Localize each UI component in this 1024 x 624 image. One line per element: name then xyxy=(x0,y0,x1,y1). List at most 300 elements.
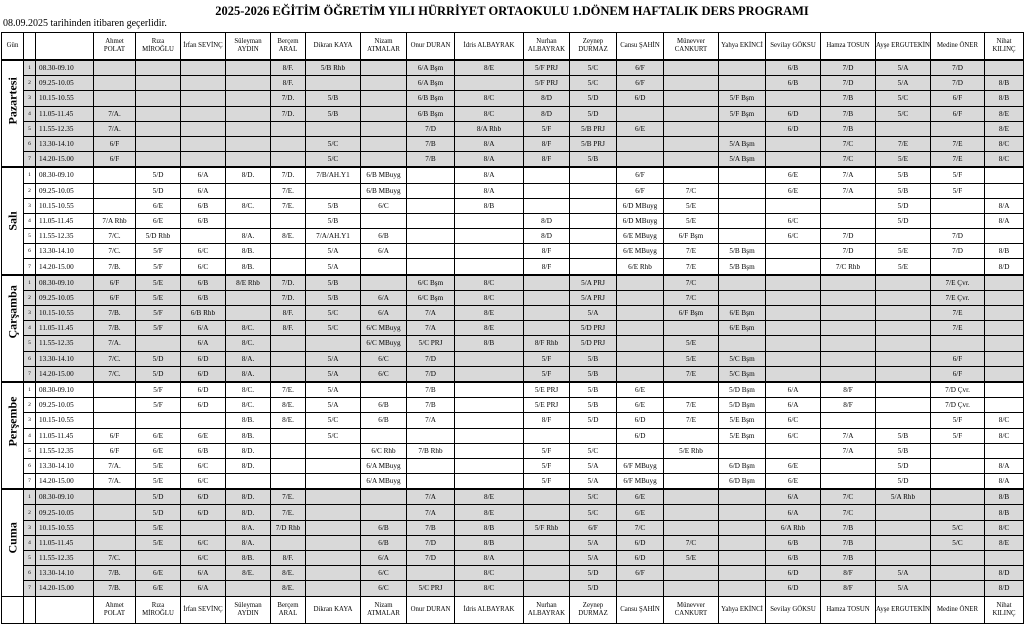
lesson-cell xyxy=(931,474,985,490)
lesson-cell xyxy=(524,183,570,198)
lesson-cell: 7/D xyxy=(821,76,876,91)
lesson-cell: 5/A xyxy=(306,382,361,398)
lesson-cell: 7/D xyxy=(931,244,985,259)
schedule-row xyxy=(2,244,1024,259)
lesson-cell: 6/D xyxy=(181,489,226,505)
lesson-cell: 7/C. xyxy=(94,244,136,259)
lesson-cell xyxy=(931,121,985,136)
lesson-cell xyxy=(931,198,985,213)
lesson-cell xyxy=(407,198,455,213)
lesson-cell: 5/E PRJ xyxy=(524,382,570,398)
lesson-cell: 5/A xyxy=(306,366,361,382)
schedule-row xyxy=(2,290,1024,305)
lesson-cell: 5/E xyxy=(664,198,719,213)
lesson-cell: 5/A Bşm xyxy=(719,152,766,168)
lesson-cell xyxy=(306,505,361,520)
lesson-cell xyxy=(361,213,407,228)
schedule-row xyxy=(2,198,1024,213)
lesson-cell xyxy=(407,474,455,490)
period-number: 1 xyxy=(24,489,36,505)
lesson-cell xyxy=(226,106,271,121)
header-period xyxy=(24,33,36,61)
lesson-cell: 6/E xyxy=(617,121,664,136)
lesson-cell xyxy=(524,428,570,443)
lesson-cell: 5/D xyxy=(570,106,617,121)
lesson-cell xyxy=(306,76,361,91)
lesson-cell: 7/D xyxy=(821,60,876,76)
lesson-cell xyxy=(719,290,766,305)
lesson-cell: 8/D. xyxy=(226,489,271,505)
lesson-cell: 8/F xyxy=(821,566,876,581)
lesson-cell xyxy=(94,183,136,198)
lesson-cell xyxy=(617,275,664,291)
lesson-cell: 5/D xyxy=(136,366,181,382)
lesson-cell xyxy=(306,489,361,505)
lesson-cell: 6/D Bşm xyxy=(719,474,766,490)
lesson-cell xyxy=(985,551,1024,566)
period-number: 3 xyxy=(24,91,36,106)
lesson-cell: 8/A. xyxy=(226,366,271,382)
lesson-cell: 6/A xyxy=(181,321,226,336)
lesson-cell xyxy=(361,152,407,168)
lesson-cell: 6/F xyxy=(931,351,985,366)
lesson-cell xyxy=(271,458,306,473)
lesson-cell: 6/E Bşm xyxy=(719,306,766,321)
teacher-header: Yahya EKİNCİ xyxy=(719,33,766,61)
header-row-top xyxy=(2,33,1024,61)
lesson-cell: 7/E. xyxy=(271,382,306,398)
lesson-cell: 6/C xyxy=(361,581,407,596)
lesson-cell: 7/B xyxy=(821,551,876,566)
lesson-cell: 8/E xyxy=(985,121,1024,136)
lesson-cell xyxy=(821,413,876,428)
lesson-cell: 7/C xyxy=(617,520,664,535)
time-cell: 13.30-14.10 xyxy=(36,244,94,259)
lesson-cell xyxy=(455,229,524,244)
lesson-cell: 7/D xyxy=(407,551,455,566)
lesson-cell xyxy=(181,121,226,136)
lesson-cell xyxy=(361,91,407,106)
lesson-cell: 5/E xyxy=(136,520,181,535)
lesson-cell: 6/B xyxy=(361,229,407,244)
lesson-cell: 8/C xyxy=(455,275,524,291)
schedule-row xyxy=(2,366,1024,382)
lesson-cell: 8/C xyxy=(985,520,1024,535)
lesson-cell: 8/D xyxy=(524,229,570,244)
lesson-cell: 8/C xyxy=(455,91,524,106)
lesson-cell: 8/B. xyxy=(226,428,271,443)
lesson-cell: 6/C xyxy=(181,244,226,259)
lesson-cell: 5/E xyxy=(136,275,181,291)
lesson-cell xyxy=(361,259,407,275)
lesson-cell xyxy=(94,413,136,428)
lesson-cell: 7/D. xyxy=(271,167,306,183)
lesson-cell xyxy=(766,152,821,168)
lesson-cell xyxy=(271,213,306,228)
lesson-cell: 8/F xyxy=(821,398,876,413)
lesson-cell: 8/C xyxy=(985,136,1024,151)
lesson-cell: 7/B xyxy=(407,520,455,535)
lesson-cell: 8/E. xyxy=(226,566,271,581)
lesson-cell xyxy=(455,244,524,259)
period-number: 4 xyxy=(24,213,36,228)
lesson-cell: 5/D Bşm xyxy=(719,382,766,398)
lesson-cell: 6/D xyxy=(766,581,821,596)
schedule-row xyxy=(2,229,1024,244)
lesson-cell xyxy=(455,443,524,458)
lesson-cell: 5/C Bşm xyxy=(719,366,766,382)
lesson-cell: 8/B xyxy=(985,244,1024,259)
lesson-cell: 5/C xyxy=(570,489,617,505)
teacher-header: Sevilay GÖKSU xyxy=(766,33,821,61)
lesson-cell: 5/F Rhb xyxy=(524,520,570,535)
lesson-cell: 6/D xyxy=(181,398,226,413)
lesson-cell: 6/A xyxy=(181,581,226,596)
lesson-cell: 6/E xyxy=(766,183,821,198)
lesson-cell xyxy=(455,474,524,490)
lesson-cell xyxy=(570,229,617,244)
lesson-cell xyxy=(876,229,931,244)
time-cell: 09.25-10.05 xyxy=(36,290,94,305)
lesson-cell: 7/D xyxy=(931,229,985,244)
lesson-cell xyxy=(931,566,985,581)
period-number: 6 xyxy=(24,351,36,366)
lesson-cell: 5/B xyxy=(306,198,361,213)
lesson-cell: 6/B xyxy=(766,535,821,550)
schedule-row xyxy=(2,458,1024,473)
lesson-cell xyxy=(94,91,136,106)
lesson-cell xyxy=(719,213,766,228)
lesson-cell: 6/C Bşm xyxy=(407,275,455,291)
period-number: 5 xyxy=(24,121,36,136)
lesson-cell xyxy=(570,259,617,275)
lesson-cell xyxy=(617,152,664,168)
lesson-cell xyxy=(226,183,271,198)
lesson-cell: 5/B PRJ xyxy=(570,136,617,151)
lesson-cell: 5/A xyxy=(570,474,617,490)
lesson-cell: 6/C Rhb xyxy=(361,443,407,458)
schedule-row xyxy=(2,382,1024,398)
lesson-cell: 5/C xyxy=(570,76,617,91)
teacher-header-bottom: Onur DURAN xyxy=(407,596,455,623)
lesson-cell: 8/E xyxy=(985,535,1024,550)
teacher-header-bottom: Ahmet POLAT xyxy=(94,596,136,623)
lesson-cell: 5/D xyxy=(136,183,181,198)
lesson-cell: 7/E xyxy=(876,136,931,151)
lesson-cell: 8/C xyxy=(455,106,524,121)
lesson-cell: 5/A xyxy=(570,458,617,473)
lesson-cell: 5/C PRJ xyxy=(407,581,455,596)
lesson-cell xyxy=(136,336,181,351)
lesson-cell xyxy=(876,351,931,366)
lesson-cell: 5/D Bşm xyxy=(719,398,766,413)
lesson-cell: 8/A xyxy=(455,551,524,566)
lesson-cell: 6/E xyxy=(766,458,821,473)
lesson-cell xyxy=(455,398,524,413)
lesson-cell: 5/B xyxy=(876,183,931,198)
header-gun: Gün xyxy=(2,33,24,61)
lesson-cell: 8/C. xyxy=(226,382,271,398)
lesson-cell: 8/D xyxy=(524,106,570,121)
lesson-cell: 5/E xyxy=(876,152,931,168)
lesson-cell: 8/F xyxy=(524,244,570,259)
teacher-header: Nurhan ALBAYRAK xyxy=(524,33,570,61)
lesson-cell: 5/F PRJ xyxy=(524,60,570,76)
teacher-header: Münevver CANKURT xyxy=(664,33,719,61)
lesson-cell: 7/A xyxy=(407,505,455,520)
lesson-cell: 8/E. xyxy=(271,398,306,413)
lesson-cell xyxy=(361,60,407,76)
teacher-header-bottom: Cansu ŞAHİN xyxy=(617,596,664,623)
time-cell: 11.55-12.35 xyxy=(36,121,94,136)
lesson-cell: 5/E Rhb xyxy=(664,443,719,458)
lesson-cell xyxy=(271,336,306,351)
period-number: 5 xyxy=(24,336,36,351)
lesson-cell: 5/C xyxy=(931,520,985,535)
lesson-cell: 7/E xyxy=(664,244,719,259)
teacher-header: Zeynep DURMAZ xyxy=(570,33,617,61)
lesson-cell xyxy=(455,382,524,398)
time-cell: 14.20-15.00 xyxy=(36,152,94,168)
lesson-cell xyxy=(306,581,361,596)
lesson-cell xyxy=(271,474,306,490)
teacher-header: Medine ÖNER xyxy=(931,33,985,61)
lesson-cell: 5/F xyxy=(524,474,570,490)
lesson-cell: 7/D. xyxy=(271,91,306,106)
lesson-cell: 5/E xyxy=(136,474,181,490)
lesson-cell: 6/C xyxy=(361,198,407,213)
lesson-cell: 6/E xyxy=(136,213,181,228)
lesson-cell xyxy=(617,136,664,151)
lesson-cell xyxy=(271,428,306,443)
lesson-cell: 5/C xyxy=(876,106,931,121)
period-number: 3 xyxy=(24,520,36,535)
lesson-cell xyxy=(181,152,226,168)
lesson-cell xyxy=(455,413,524,428)
lesson-cell xyxy=(306,474,361,490)
time-cell: 08.30-09.10 xyxy=(36,275,94,291)
lesson-cell: 8/A xyxy=(985,213,1024,228)
lesson-cell: 5/F xyxy=(524,351,570,366)
lesson-cell xyxy=(361,275,407,291)
lesson-cell: 6/B xyxy=(181,275,226,291)
lesson-cell: 7/E. xyxy=(271,198,306,213)
day-label: Çarşamba xyxy=(5,285,20,339)
lesson-cell: 6/F xyxy=(931,106,985,121)
lesson-cell xyxy=(271,366,306,382)
lesson-cell xyxy=(407,566,455,581)
teacher-header-bottom: Yahya EKİNCİ xyxy=(719,596,766,623)
lesson-cell: 8/C xyxy=(455,566,524,581)
period-number: 4 xyxy=(24,106,36,121)
lesson-cell: 6/D xyxy=(181,366,226,382)
lesson-cell xyxy=(985,443,1024,458)
lesson-cell xyxy=(766,136,821,151)
lesson-cell xyxy=(766,198,821,213)
lesson-cell: 5/B Bşm xyxy=(719,259,766,275)
lesson-cell xyxy=(271,351,306,366)
lesson-cell: 8/B. xyxy=(226,244,271,259)
lesson-cell: 7/B xyxy=(407,152,455,168)
lesson-cell: 6/F xyxy=(617,167,664,183)
lesson-cell: 6/C xyxy=(361,566,407,581)
lesson-cell: 6/F MBuyg xyxy=(617,458,664,473)
period-number: 2 xyxy=(24,398,36,413)
lesson-cell: 5/F xyxy=(136,398,181,413)
lesson-cell xyxy=(985,167,1024,183)
lesson-cell: 8/A xyxy=(455,167,524,183)
lesson-cell: 8/B. xyxy=(226,551,271,566)
lesson-cell: 7/A. xyxy=(94,336,136,351)
lesson-cell: 7/E xyxy=(931,136,985,151)
lesson-cell: 7/C Rhb xyxy=(821,259,876,275)
lesson-cell: 6/C xyxy=(181,551,226,566)
lesson-cell xyxy=(821,351,876,366)
lesson-cell xyxy=(306,520,361,535)
lesson-cell: 6/E xyxy=(181,428,226,443)
lesson-cell: 5/A Rhb xyxy=(876,489,931,505)
lesson-cell: 8/E xyxy=(455,505,524,520)
lesson-cell: 7/D Çvr. xyxy=(931,398,985,413)
lesson-cell xyxy=(719,60,766,76)
lesson-cell: 5/C xyxy=(876,91,931,106)
day-label: Cuma xyxy=(5,522,20,554)
lesson-cell: 6/F xyxy=(570,520,617,535)
lesson-cell xyxy=(664,566,719,581)
schedule-row xyxy=(2,520,1024,535)
lesson-cell xyxy=(94,535,136,550)
period-number: 5 xyxy=(24,443,36,458)
lesson-cell xyxy=(719,198,766,213)
lesson-cell xyxy=(821,290,876,305)
lesson-cell xyxy=(407,244,455,259)
lesson-cell: 5/E xyxy=(136,535,181,550)
lesson-cell xyxy=(524,535,570,550)
lesson-cell xyxy=(524,551,570,566)
lesson-cell: 6/B MBuyg xyxy=(361,167,407,183)
lesson-cell: 7/D xyxy=(407,351,455,366)
lesson-cell xyxy=(306,551,361,566)
schedule-row xyxy=(2,183,1024,198)
schedule-row xyxy=(2,443,1024,458)
lesson-cell: 6/B xyxy=(361,413,407,428)
lesson-cell: 5/C xyxy=(306,152,361,168)
day-cell xyxy=(2,275,24,382)
lesson-cell xyxy=(876,505,931,520)
lesson-cell: 5/B xyxy=(570,398,617,413)
time-cell: 10.15-10.55 xyxy=(36,91,94,106)
header-time xyxy=(36,33,94,61)
lesson-cell: 7/E xyxy=(664,398,719,413)
lesson-cell: 7/C xyxy=(664,275,719,291)
lesson-cell xyxy=(361,121,407,136)
lesson-cell: 5/D PRJ xyxy=(570,336,617,351)
lesson-cell: 7/C xyxy=(664,183,719,198)
time-cell: 10.15-10.55 xyxy=(36,520,94,535)
lesson-cell: 5/D xyxy=(136,489,181,505)
lesson-cell xyxy=(931,443,985,458)
lesson-cell: 7/C xyxy=(821,152,876,168)
lesson-cell xyxy=(524,505,570,520)
lesson-cell: 6/B MBuyg xyxy=(361,183,407,198)
lesson-cell: 8/E xyxy=(455,60,524,76)
teacher-header-bottom: Nurhan ALBAYRAK xyxy=(524,596,570,623)
lesson-cell: 7/B xyxy=(821,91,876,106)
lesson-cell: 8/F xyxy=(821,382,876,398)
lesson-cell xyxy=(455,428,524,443)
lesson-cell: 5/D Rhb xyxy=(136,229,181,244)
lesson-cell: 8/D. xyxy=(226,443,271,458)
lesson-cell xyxy=(719,76,766,91)
lesson-cell: 5/F xyxy=(524,366,570,382)
lesson-cell: 6/D xyxy=(617,551,664,566)
lesson-cell: 5/C xyxy=(570,60,617,76)
lesson-cell xyxy=(136,551,181,566)
lesson-cell xyxy=(876,121,931,136)
time-cell: 14.20-15.00 xyxy=(36,474,94,490)
lesson-cell: 6/F xyxy=(94,290,136,305)
lesson-cell: 8/F Rhb xyxy=(524,336,570,351)
lesson-cell xyxy=(407,428,455,443)
lesson-cell: 6/B xyxy=(766,76,821,91)
period-number: 6 xyxy=(24,244,36,259)
teacher-header-bottom: İdris ALBAYRAK xyxy=(455,596,524,623)
lesson-cell: 8/E. xyxy=(271,566,306,581)
schedule-row xyxy=(2,213,1024,228)
time-cell: 10.15-10.55 xyxy=(36,413,94,428)
lesson-cell xyxy=(985,398,1024,413)
lesson-cell: 6/B xyxy=(181,443,226,458)
teacher-header: Rıza MİROĞLU xyxy=(136,33,181,61)
lesson-cell xyxy=(226,152,271,168)
lesson-cell: 5/B xyxy=(876,167,931,183)
lesson-cell xyxy=(455,458,524,473)
lesson-cell xyxy=(821,458,876,473)
lesson-cell: 7/D xyxy=(821,229,876,244)
lesson-cell: 8/A. xyxy=(226,520,271,535)
lesson-cell: 7/A xyxy=(821,428,876,443)
lesson-cell: 7/A xyxy=(821,443,876,458)
time-cell: 11.05-11.45 xyxy=(36,428,94,443)
lesson-cell: 5/D xyxy=(570,581,617,596)
lesson-cell xyxy=(719,229,766,244)
lesson-cell xyxy=(719,520,766,535)
lesson-cell xyxy=(664,76,719,91)
lesson-cell: 8/D. xyxy=(226,167,271,183)
header-gun-bottom xyxy=(2,596,24,623)
lesson-cell: 7/B xyxy=(821,535,876,550)
lesson-cell: 7/A xyxy=(821,183,876,198)
lesson-cell xyxy=(664,136,719,151)
lesson-cell xyxy=(719,336,766,351)
lesson-cell: 7/B xyxy=(407,382,455,398)
lesson-cell: 8/C xyxy=(985,413,1024,428)
lesson-cell xyxy=(821,213,876,228)
schedule-row xyxy=(2,535,1024,550)
schedule-row xyxy=(2,489,1024,505)
lesson-cell xyxy=(361,76,407,91)
lesson-cell: 6/F xyxy=(931,91,985,106)
lesson-cell: 5/F xyxy=(524,458,570,473)
period-number: 3 xyxy=(24,413,36,428)
period-number: 2 xyxy=(24,290,36,305)
lesson-cell: 8/A. xyxy=(226,351,271,366)
lesson-cell: 8/F. xyxy=(271,76,306,91)
lesson-cell xyxy=(524,581,570,596)
lesson-cell: 8/B xyxy=(985,505,1024,520)
lesson-cell: 8/F xyxy=(821,581,876,596)
lesson-cell: 5/B xyxy=(306,91,361,106)
